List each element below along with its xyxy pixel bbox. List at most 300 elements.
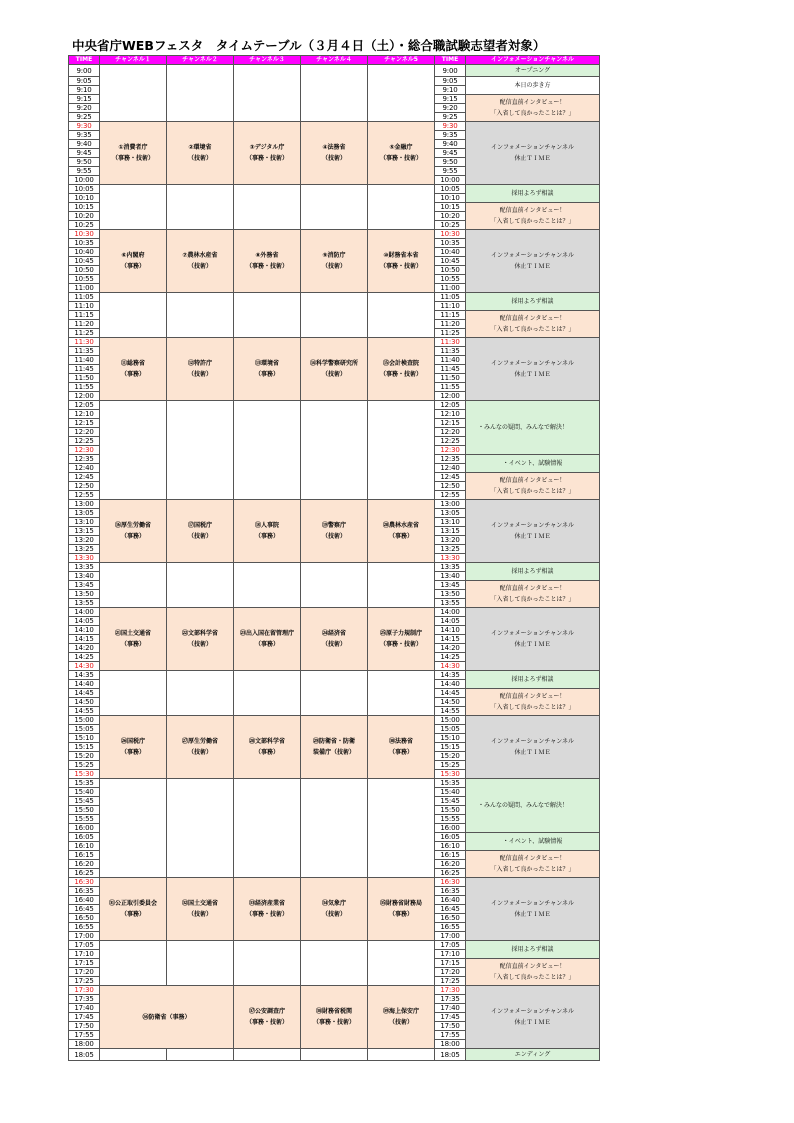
empty-slot (301, 185, 368, 230)
info-text: 配信直前インタビュー！ (499, 963, 566, 970)
time-cell-left: 11:20 (69, 320, 100, 329)
time-cell-right: 14:45 (435, 689, 466, 698)
time-cell-right: 12:55 (435, 491, 466, 500)
info-session (466, 1049, 600, 1061)
time-cell-right: 15:10 (435, 734, 466, 743)
info-text: 配信直前インタビュー！ (499, 315, 566, 322)
time-cell-left: 10:05 (69, 185, 100, 194)
empty-slot (301, 779, 368, 878)
booth-type: （技術） (321, 641, 346, 648)
time-cell-right: 13:50 (435, 590, 466, 599)
header-time-left: TIME (69, 56, 100, 65)
time-cell-right: 9:45 (435, 149, 466, 158)
time-cell-right: 10:30 (435, 230, 466, 239)
time-cell-right: 17:35 (435, 995, 466, 1004)
time-cell-left: 12:20 (69, 428, 100, 437)
time-cell-left: 16:20 (69, 860, 100, 869)
empty-slot (368, 779, 435, 878)
info-session (466, 941, 600, 959)
booth-session (368, 338, 435, 401)
time-row (69, 779, 600, 788)
page-title: 中央省庁WEBフェスタ タイムテーブル（３月４日（土）・総合職試験志望者対象） (72, 38, 546, 53)
time-cell-right: 12:30 (435, 446, 466, 455)
time-cell-left: 9:00 (69, 65, 100, 77)
empty-slot (368, 1049, 435, 1061)
empty-slot (234, 671, 301, 716)
booth-session (301, 500, 368, 563)
booth-name: ⑩財務省本省 (383, 252, 419, 259)
empty-slot (100, 563, 167, 608)
info-session (466, 230, 600, 293)
time-cell-right: 11:25 (435, 329, 466, 338)
time-cell-right: 10:15 (435, 203, 466, 212)
booth-name: ⑰国税庁 (187, 522, 212, 529)
time-cell-left: 15:25 (69, 761, 100, 770)
info-text: インフォメーションチャンネル (490, 738, 575, 745)
time-row (69, 65, 600, 77)
booth-type: （事務） (254, 371, 279, 378)
booth-name: ④法務省 (322, 144, 346, 151)
booth-session (301, 608, 368, 671)
time-cell-left: 11:50 (69, 374, 100, 383)
empty-slot (301, 941, 368, 986)
info-session (466, 95, 600, 122)
time-cell-right: 15:20 (435, 752, 466, 761)
booth-session (234, 608, 301, 671)
info-text: 配信直前インタビュー！ (499, 585, 566, 592)
time-cell-right: 13:40 (435, 572, 466, 581)
time-cell-left: 16:05 (69, 833, 100, 842)
time-cell-left: 11:00 (69, 284, 100, 293)
time-cell-left: 17:45 (69, 1013, 100, 1022)
booth-type: （事務・技術） (379, 641, 422, 648)
booth-session (301, 338, 368, 401)
booth-session (234, 878, 301, 941)
time-cell-right: 17:05 (435, 941, 466, 950)
time-cell-left: 13:25 (69, 545, 100, 554)
info-text: インフォメーションチャンネル (490, 1008, 575, 1015)
booth-type: （事務） (388, 533, 413, 540)
empty-slot (301, 563, 368, 608)
header-row (69, 56, 600, 65)
booth-session (301, 986, 368, 1049)
booth-name: ⑬環境省 (254, 360, 279, 367)
time-cell-right: 15:25 (435, 761, 466, 770)
time-row (69, 941, 600, 950)
time-cell-left: 17:05 (69, 941, 100, 950)
booth-session (368, 500, 435, 563)
empty-slot (100, 401, 167, 500)
time-cell-right: 16:00 (435, 824, 466, 833)
time-cell-left: 14:00 (69, 608, 100, 617)
time-row (69, 716, 600, 725)
time-cell-left: 16:55 (69, 923, 100, 932)
info-text: ・みんなの疑問、みんなで解決！ (478, 424, 569, 431)
info-text: 休止ＴＩＭＥ (514, 1019, 551, 1026)
booth-name: ㉘文部科学省 (248, 738, 285, 745)
time-cell-left: 16:45 (69, 905, 100, 914)
time-cell-right: 11:40 (435, 356, 466, 365)
booth-session (100, 338, 167, 401)
booth-name: ⑲警察庁 (321, 522, 346, 529)
time-cell-right: 11:45 (435, 365, 466, 374)
info-text: 休止ＴＩＭＥ (514, 263, 551, 270)
time-cell-left: 9:50 (69, 158, 100, 167)
time-cell-left: 11:35 (69, 347, 100, 356)
time-cell-right: 16:30 (435, 878, 466, 887)
time-cell-left: 12:25 (69, 437, 100, 446)
info-text: 「入省して良かったことは？」 (490, 326, 575, 333)
time-cell-left: 12:30 (69, 446, 100, 455)
time-cell-right: 13:00 (435, 500, 466, 509)
time-cell-right: 16:50 (435, 914, 466, 923)
time-cell-right: 10:40 (435, 248, 466, 257)
booth-type: （技術） (321, 155, 346, 162)
booth-name: ㊴海上保安庁 (382, 1008, 419, 1015)
time-cell-right: 17:15 (435, 959, 466, 968)
info-text: 配信直前インタビュー！ (499, 855, 566, 862)
booth-name: ㉝経済産業省 (248, 900, 285, 907)
booth-session (234, 716, 301, 779)
booth-name: ㉑国土交通省 (114, 630, 151, 637)
info-session (466, 563, 600, 581)
booth-name: ②環境省 (188, 144, 212, 151)
booth-session (368, 122, 435, 185)
booth-type: （事務・技術） (379, 263, 422, 270)
time-cell-left: 13:45 (69, 581, 100, 590)
booth-session (167, 500, 234, 563)
info-session (466, 959, 600, 986)
empty-slot (234, 779, 301, 878)
time-cell-left: 14:15 (69, 635, 100, 644)
time-cell-left: 11:15 (69, 311, 100, 320)
time-cell-left: 11:25 (69, 329, 100, 338)
time-cell-left: 11:30 (69, 338, 100, 347)
time-cell-right: 11:30 (435, 338, 466, 347)
info-text: 「入省して良かったことは？」 (490, 596, 575, 603)
booth-type: （技術） (321, 533, 346, 540)
time-cell-right: 16:10 (435, 842, 466, 851)
empty-slot (167, 401, 234, 500)
time-cell-left: 9:15 (69, 95, 100, 104)
info-text: 休止ＴＩＭＥ (514, 371, 551, 378)
info-text: 配信直前インタビュー！ (499, 693, 566, 700)
time-cell-left: 16:35 (69, 887, 100, 896)
booth-session (368, 608, 435, 671)
time-cell-left: 18:00 (69, 1040, 100, 1049)
booth-type: （技術） (321, 263, 346, 270)
booth-session (100, 122, 167, 185)
empty-slot (301, 401, 368, 500)
time-cell-left: 12:45 (69, 473, 100, 482)
booth-session (100, 500, 167, 563)
time-cell-right: 16:15 (435, 851, 466, 860)
time-cell-right: 14:55 (435, 707, 466, 716)
booth-name: ㉛公正取引委員会 (108, 900, 157, 907)
time-cell-right: 12:50 (435, 482, 466, 491)
booth-session (301, 122, 368, 185)
time-cell-left: 12:15 (69, 419, 100, 428)
booth-session (167, 230, 234, 293)
time-cell-left: 15:45 (69, 797, 100, 806)
time-cell-right: 15:50 (435, 806, 466, 815)
booth-type: （事務） (254, 641, 279, 648)
booth-session (100, 716, 167, 779)
time-cell-right: 18:05 (435, 1049, 466, 1061)
info-session (466, 833, 600, 851)
info-text: ・みんなの疑問、みんなで解決！ (478, 802, 569, 809)
time-cell-right: 17:55 (435, 1031, 466, 1040)
time-cell-right: 9:20 (435, 104, 466, 113)
time-cell-left: 11:05 (69, 293, 100, 302)
time-row (69, 293, 600, 302)
empty-slot (100, 671, 167, 716)
booth-name: ①消費者庁 (118, 144, 148, 151)
time-cell-right: 11:00 (435, 284, 466, 293)
time-cell-left: 12:10 (69, 410, 100, 419)
booth-session (301, 716, 368, 779)
time-cell-right: 10:35 (435, 239, 466, 248)
time-cell-right: 12:05 (435, 401, 466, 410)
header-time-right: TIME (435, 56, 466, 65)
time-row (69, 401, 600, 410)
booth-name: ㉒文部科学省 (181, 630, 218, 637)
time-cell-left: 12:35 (69, 455, 100, 464)
info-text: 配信直前インタビュー！ (499, 99, 566, 106)
time-cell-left: 10:50 (69, 266, 100, 275)
time-cell-left: 15:35 (69, 779, 100, 788)
booth-session (167, 878, 234, 941)
empty-slot (368, 401, 435, 500)
booth-type: （事務） (120, 533, 145, 540)
time-cell-right: 13:05 (435, 509, 466, 518)
booth-session (100, 878, 167, 941)
booth-session (167, 122, 234, 185)
header-channel-4: チャンネル４ (301, 56, 368, 65)
time-cell-right: 9:25 (435, 113, 466, 122)
info-text: ・イベント、試験情報 (502, 460, 563, 467)
empty-slot (301, 671, 368, 716)
empty-slot (167, 185, 234, 230)
time-cell-right: 10:50 (435, 266, 466, 275)
time-row (69, 500, 600, 509)
time-cell-right: 13:45 (435, 581, 466, 590)
booth-session (301, 230, 368, 293)
time-cell-left: 17:40 (69, 1004, 100, 1013)
booth-type: （事務・技術） (111, 155, 154, 162)
info-text: 休止ＴＩＭＥ (514, 749, 551, 756)
time-cell-right: 17:50 (435, 1022, 466, 1031)
time-cell-left: 14:25 (69, 653, 100, 662)
time-cell-right: 17:20 (435, 968, 466, 977)
info-text: インフォメーションチャンネル (490, 144, 575, 151)
time-cell-left: 9:25 (69, 113, 100, 122)
info-text: インフォメーションチャンネル (490, 630, 575, 637)
empty-slot (100, 65, 167, 122)
booth-type: （技術） (187, 911, 212, 918)
empty-slot (368, 671, 435, 716)
time-cell-left: 15:50 (69, 806, 100, 815)
info-session (466, 671, 600, 689)
info-text: 「入省して良かったことは？」 (490, 704, 575, 711)
time-cell-left: 14:45 (69, 689, 100, 698)
time-cell-left: 16:50 (69, 914, 100, 923)
info-session (466, 581, 600, 608)
empty-slot (167, 293, 234, 338)
booth-session (167, 716, 234, 779)
time-cell-right: 10:45 (435, 257, 466, 266)
time-cell-left: 14:05 (69, 617, 100, 626)
booth-type: （事務） (388, 749, 413, 756)
time-cell-right: 13:10 (435, 518, 466, 527)
header-channel-3: チャンネル３ (234, 56, 301, 65)
info-session (466, 401, 600, 455)
time-cell-left: 17:35 (69, 995, 100, 1004)
empty-slot (234, 563, 301, 608)
header-channel-2: チャンネル２ (167, 56, 234, 65)
info-session (466, 779, 600, 833)
info-session (466, 65, 600, 77)
time-row (69, 185, 600, 194)
info-session (466, 716, 600, 779)
empty-slot (234, 1049, 301, 1061)
empty-slot (100, 941, 167, 986)
time-cell-right: 16:35 (435, 887, 466, 896)
booth-type: （事務） (120, 911, 145, 918)
empty-slot (301, 293, 368, 338)
time-cell-left: 12:40 (69, 464, 100, 473)
booth-name: ⑳農林水産省 (382, 522, 419, 529)
time-cell-right: 15:15 (435, 743, 466, 752)
time-row (69, 230, 600, 239)
booth-name: ㉕原子力規制庁 (379, 630, 422, 637)
booth-name: ⑮会計検査院 (382, 360, 419, 367)
booth-session (100, 608, 167, 671)
time-cell-left: 15:15 (69, 743, 100, 752)
info-text: 採用よろず相談 (511, 568, 554, 575)
time-cell-left: 17:30 (69, 986, 100, 995)
time-cell-left: 13:00 (69, 500, 100, 509)
info-text: 採用よろず相談 (511, 298, 554, 305)
time-cell-right: 16:55 (435, 923, 466, 932)
time-cell-right: 14:15 (435, 635, 466, 644)
booth-name: ㉖国税庁 (120, 738, 145, 745)
time-cell-left: 9:20 (69, 104, 100, 113)
booth-session (368, 878, 435, 941)
time-cell-left: 10:10 (69, 194, 100, 203)
info-text: 「入省して良かったことは？」 (490, 488, 575, 495)
time-row (69, 122, 600, 131)
info-session (466, 878, 600, 941)
time-cell-right: 9:05 (435, 77, 466, 86)
booth-session (167, 608, 234, 671)
time-cell-right: 9:30 (435, 122, 466, 131)
time-cell-right: 13:25 (435, 545, 466, 554)
time-cell-left: 17:10 (69, 950, 100, 959)
booth-name: ㉞気象庁 (321, 900, 346, 907)
time-cell-right: 14:50 (435, 698, 466, 707)
empty-slot (368, 563, 435, 608)
time-cell-right: 11:35 (435, 347, 466, 356)
booth-type: （技術） (187, 533, 212, 540)
empty-slot (368, 65, 435, 122)
time-cell-right: 12:25 (435, 437, 466, 446)
info-text: 「入省して良かったことは？」 (490, 866, 575, 873)
time-cell-left: 16:40 (69, 896, 100, 905)
time-cell-left: 9:05 (69, 77, 100, 86)
time-cell-right: 15:40 (435, 788, 466, 797)
booth-session (167, 338, 234, 401)
time-cell-left: 14:20 (69, 644, 100, 653)
time-cell-left: 13:20 (69, 536, 100, 545)
booth-type: （技術） (321, 371, 346, 378)
empty-slot (167, 1049, 234, 1061)
time-cell-right: 17:30 (435, 986, 466, 995)
timetable-body (69, 65, 600, 1061)
time-cell-right: 14:40 (435, 680, 466, 689)
info-text: 休止ＴＩＭＥ (514, 533, 551, 540)
time-cell-left: 13:15 (69, 527, 100, 536)
info-session (466, 473, 600, 500)
time-cell-right: 11:05 (435, 293, 466, 302)
time-cell-left: 14:30 (69, 662, 100, 671)
booth-type: （技術） (388, 1019, 413, 1026)
info-text: 採用よろず相談 (511, 676, 554, 683)
info-text: 本日の歩き方 (514, 82, 551, 89)
time-cell-left: 18:05 (69, 1049, 100, 1061)
booth-type: （事務・技術） (245, 911, 288, 918)
time-cell-left: 15:00 (69, 716, 100, 725)
header-channel-5: チャンネル5 (368, 56, 435, 65)
booth-name: ⑪総務省 (120, 360, 145, 367)
info-session (466, 338, 600, 401)
booth-name: ⑥内閣府 (121, 252, 145, 259)
time-cell-right: 16:20 (435, 860, 466, 869)
booth-session (234, 338, 301, 401)
booth-name: ㉗厚生労働省 (181, 738, 218, 745)
time-cell-right: 12:10 (435, 410, 466, 419)
empty-slot (301, 65, 368, 122)
time-cell-right: 12:15 (435, 419, 466, 428)
empty-slot (100, 185, 167, 230)
booth-type: （技術） (187, 155, 212, 162)
time-cell-right: 9:55 (435, 167, 466, 176)
info-session (466, 986, 600, 1049)
booth-type: （技術） (187, 371, 212, 378)
time-cell-left: 10:00 (69, 176, 100, 185)
info-session (466, 851, 600, 878)
time-cell-right: 17:40 (435, 1004, 466, 1013)
time-cell-left: 10:55 (69, 275, 100, 284)
empty-slot (100, 779, 167, 878)
time-cell-right: 14:20 (435, 644, 466, 653)
time-cell-left: 14:40 (69, 680, 100, 689)
time-row (69, 608, 600, 617)
time-cell-right: 11:15 (435, 311, 466, 320)
info-text: 休止ＴＩＭＥ (514, 641, 551, 648)
time-cell-right: 11:10 (435, 302, 466, 311)
time-cell-right: 12:20 (435, 428, 466, 437)
empty-slot (234, 401, 301, 500)
booth-session (368, 230, 435, 293)
time-cell-right: 10:10 (435, 194, 466, 203)
time-cell-left: 17:50 (69, 1022, 100, 1031)
time-cell-right: 16:05 (435, 833, 466, 842)
time-cell-right: 12:45 (435, 473, 466, 482)
time-cell-left: 16:25 (69, 869, 100, 878)
booth-name: ㉟財務省財務局 (379, 900, 422, 907)
booth-type: （技術） (187, 263, 212, 270)
